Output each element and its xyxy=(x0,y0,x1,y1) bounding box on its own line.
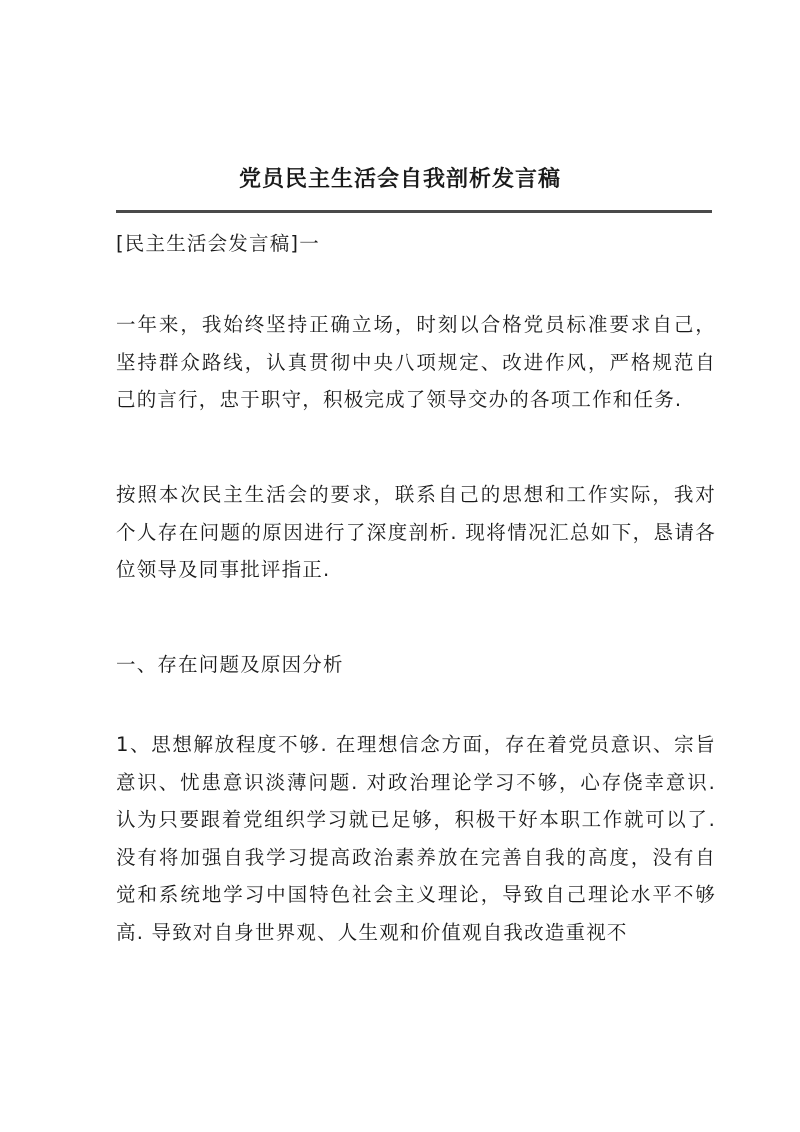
paragraph-problem-1: 1、思想解放程度不够. 在理想信念方面，存在着党员意识、宗旨意识、忧患意识淡薄问题. 对政治理论学习不够，心存侥幸意识. 认为只要跟着党组织学习就已足够，积极干好本职工作就可以了. 没有将加强自我学习提高政治素养放在完善自我的高度，没有自觉和系统地学习中国特色社会主义理论，导致自己理论水平不够高. 导致对自身世界观、人生观和价值观自我改造重视不 xyxy=(116,733,716,944)
document-title: 党员民主生活会自我剖析发言稿 xyxy=(238,166,561,192)
title-divider xyxy=(116,210,712,213)
paragraph-purpose: 按照本次民主生活会的要求，联系自己的思想和工作实际，我对个人存在问题的原因进行了深度剖析. 现将情况汇总如下，恳请各位领导及同事批评指正. xyxy=(116,483,716,581)
paragraph-intro: 一年来，我始终坚持正确立场，时刻以合格党员标准要求自己，坚持群众路线，认真贯彻中央八项规定、改进作风，严格规范自己的言行，忠于职守，积极完成了领导交办的各项工作和任务. xyxy=(116,313,716,411)
section-heading-problems: 一、存在问题及原因分析 xyxy=(116,653,344,676)
section-heading-source: [民主生活会发言稿]一 xyxy=(116,232,320,255)
